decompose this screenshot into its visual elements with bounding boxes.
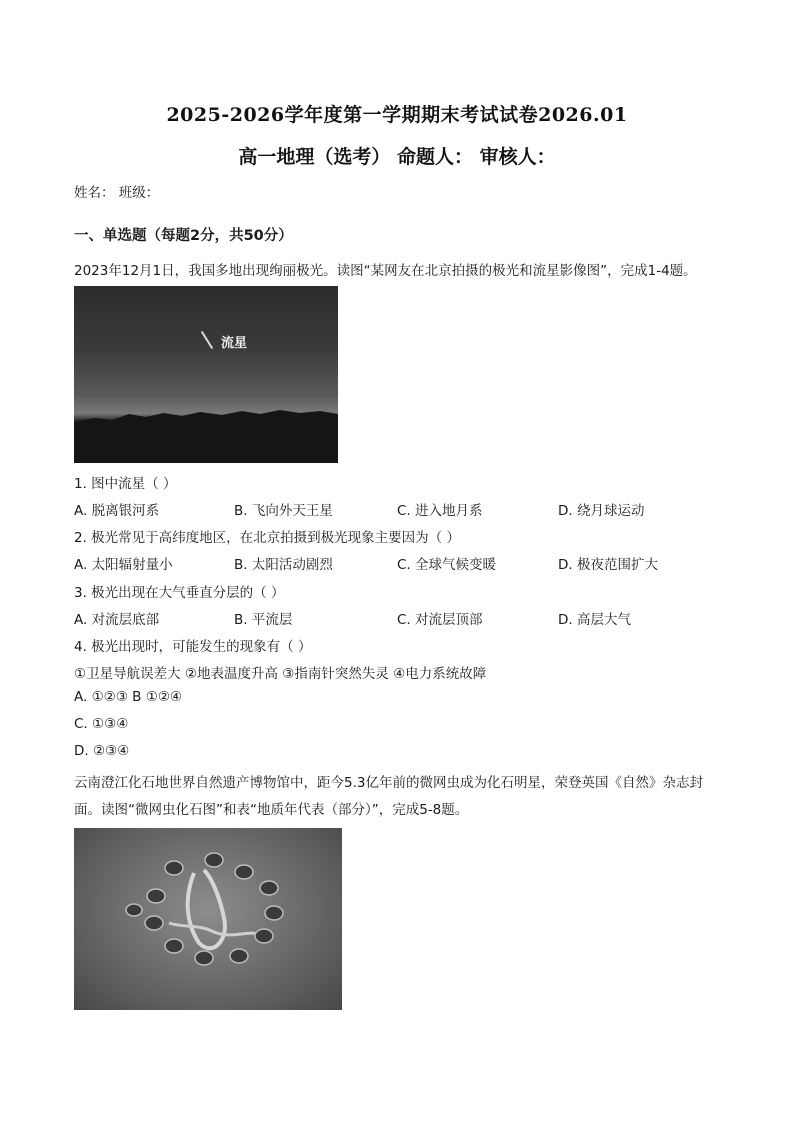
exam-title: 2025-2026学年度第一学期期末考试试卷2026.01 bbox=[166, 104, 628, 126]
question-1-stem: 1. 图中流星（ ） bbox=[74, 476, 177, 492]
q4-option-ab: A. ①②③ B ①②④ bbox=[74, 689, 183, 705]
aurora-meteor-photo bbox=[74, 286, 338, 463]
meteor-streak bbox=[201, 331, 213, 349]
q4-option-d: D. ②③④ bbox=[74, 743, 130, 759]
q2-option-d: D. 极夜范围扩大 bbox=[558, 557, 658, 573]
q3-option-a: A. 对流层底部 bbox=[74, 612, 160, 628]
q3-option-b: B. 平流层 bbox=[234, 612, 293, 628]
meteor-label: 流星 bbox=[221, 336, 248, 351]
section-heading: 一、单选题（每题2分，共50分） bbox=[74, 228, 293, 244]
q2-option-a: A. 太阳辐射量小 bbox=[74, 557, 173, 573]
question-2-stem: 2. 极光常见于高纬度地区，在北京拍摄到极光现象主要因为（ ） bbox=[74, 530, 460, 546]
question-3-stem: 3. 极光出现在大气垂直分层的（ ） bbox=[74, 585, 285, 601]
fossil-drawing bbox=[74, 828, 342, 1010]
q1-option-d: D. 绕月球运动 bbox=[558, 503, 645, 519]
q4-statements: ①卫星导航误差大 ②地表温度升高 ③指南针突然失灵 ④电力系统故障 bbox=[74, 666, 487, 682]
passage-intro: 2023年12月1日，我国多地出现绚丽极光。读图“某网友在北京拍摄的极光和流星影像图”，完成1-4题。 bbox=[74, 263, 697, 279]
q4-option-c: C. ①③④ bbox=[74, 716, 129, 732]
q1-option-c: C. 进入地月系 bbox=[397, 503, 483, 519]
student-info: 姓名： 班级： bbox=[74, 185, 160, 201]
q2-option-b: B. 太阳活动剧烈 bbox=[234, 557, 333, 573]
q1-option-b: B. 飞向外天王星 bbox=[234, 503, 333, 519]
q2-option-c: C. 全球气候变暖 bbox=[397, 557, 497, 573]
passage-2-line-1: 云南澄江化石地世界自然遗产博物馆中，距今5.3亿年前的微网虫成为化石明星，荣登英国《自然》杂志封 bbox=[74, 775, 703, 791]
exam-subtitle: 高一地理（选考） 命题人： 审核人： bbox=[238, 146, 556, 168]
q3-option-c: C. 对流层顶部 bbox=[397, 612, 483, 628]
mountain-silhouette bbox=[74, 408, 338, 463]
passage-2-line-2: 面。读图“微网虫化石图”和表“地质年代表（部分）”，完成5-8题。 bbox=[74, 802, 469, 818]
q3-option-d: D. 高层大气 bbox=[558, 612, 631, 628]
microdictyon-fossil-photo bbox=[74, 828, 342, 1010]
question-4-stem: 4. 极光出现时，可能发生的现象有（ ） bbox=[74, 639, 312, 655]
q1-option-a: A. 脱离银河系 bbox=[74, 503, 160, 519]
